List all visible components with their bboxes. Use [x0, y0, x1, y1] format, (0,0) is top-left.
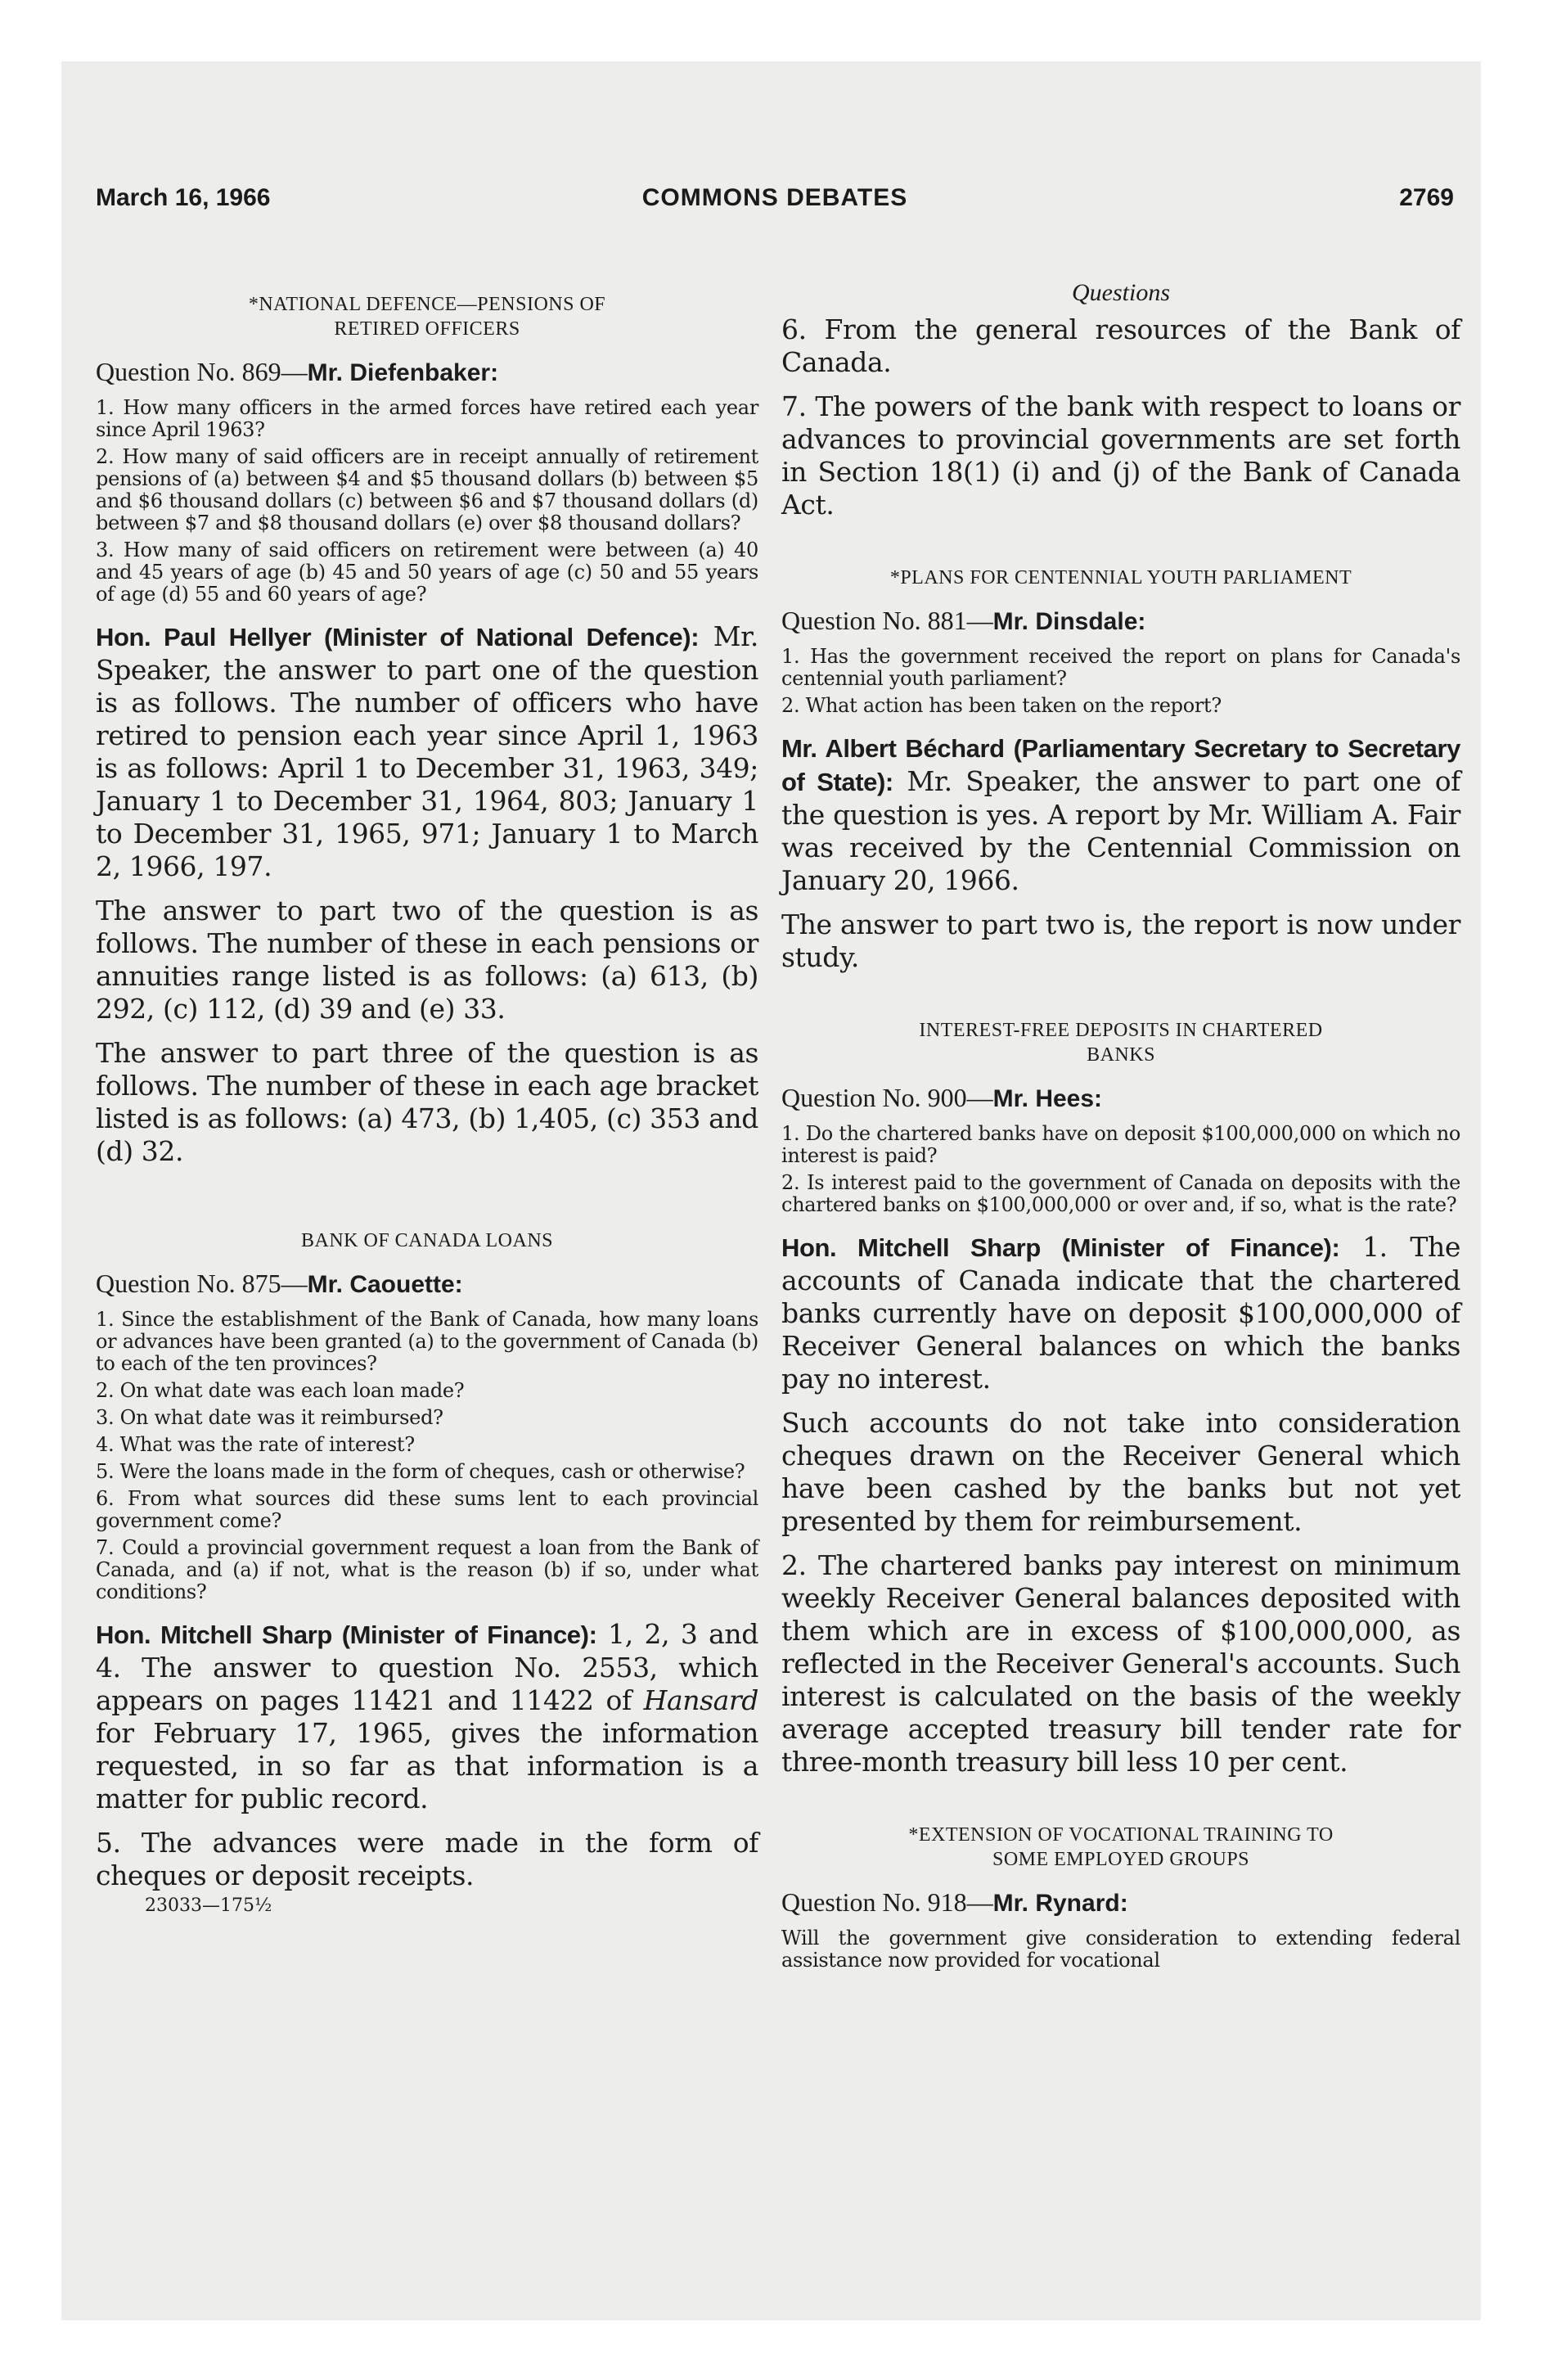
answer-paragraph: Such accounts do not take into consideration cheques drawn on the Receiver General which have been cashed by the banks but not yet presented by them for reimbursement.	[781, 1407, 1460, 1537]
question-line-q881: Question No. 881—Mr. Dinsdale:	[781, 606, 1146, 635]
question-item: 7. Could a provincial government request a loan from the Bank of Canada, and (a) if not, what is the reason (b) if so, under what conditions?	[96, 1536, 758, 1603]
question-item: 1. Do the chartered banks have on deposit $100,000,000 on which no interest is paid?	[781, 1122, 1460, 1167]
answer-paragraph: 2. The chartered banks pay interest on minimum weekly Receiver General balances deposited with them which are in excess of $100,000,000, as reflected in the Receiver General's accounts. Such interest is calculated on the basis of the weekly average accepted treasury bill tender rate for three-month treasury bill less 10 per cent.	[781, 1549, 1460, 1778]
question-item: 6. From what sources did these sums lent to each provincial government come?	[96, 1487, 758, 1532]
question-item: 4. What was the rate of interest?	[96, 1433, 415, 1456]
question-item: 1. Since the establishment of the Bank of Canada, how many loans or advances have been granted (a) to the government of Canada (b) to each of the ten provinces?	[96, 1308, 758, 1375]
continued-item: 6. From the general resources of the Bank of Canada.	[781, 313, 1460, 378]
answer-paragraph: 5. The advances were made in the form of cheques or deposit receipts.	[96, 1827, 758, 1891]
question-item: 5. Were the loans made in the form of cheques, cash or otherwise?	[96, 1460, 745, 1483]
page-footnote: 23033—175½	[145, 1895, 272, 1916]
section-heading-q918: *EXTENSION OF VOCATIONAL TRAINING TO SOME EMPLOYED GROUPS	[908, 1824, 1334, 1870]
question-item: 3. How many of said officers on retirement were between (a) 40 and 45 years of age (b) 45 and 50 years of age (c) 50 and 55 years of age (d) 55 and 60 years of age?	[96, 539, 758, 606]
question-item: 2. What action has been taken on the report?	[781, 694, 1222, 717]
answer-paragraph: The answer to part two of the question is as follows. The number of these in each pensions or annuities range listed is as follows: (a) 613, (b) 292, (c) 112, (d) 39 and (e) 33.	[96, 895, 758, 1025]
section-heading-q875: BANK OF CANADA LOANS	[300, 1230, 554, 1251]
section-heading-q900: INTEREST-FREE DEPOSITS IN CHARTERED BANKS	[919, 1020, 1323, 1066]
header-title: COMMONS DEBATES	[641, 184, 908, 211]
question-line-q918: Question No. 918—Mr. Rynard:	[781, 1887, 1128, 1917]
section-heading-q881: *PLANS FOR CENTENNIAL YOUTH PARLIAMENT	[889, 567, 1352, 588]
answer-paragraph-q881: Mr. Albert Béchard (Parliamentary Secretary to Secretary of State): Mr. Speaker, the answer to part one of the question is yes. A report by Mr. William A. Fair was received by the Centennial Commission on January 20, 1966.	[781, 734, 1460, 896]
answer-speaker: Mr. Albert Béchard (Parliamentary Secretary to Secretary of State):	[781, 734, 1460, 796]
header-page-number: 2769	[1399, 184, 1454, 211]
section-heading-q869: *NATIONAL DEFENCE—PENSIONS OF RETIRED OFFICERS	[248, 294, 606, 340]
left-column	[96, 282, 758, 1916]
answer-paragraph-q875: Hon. Mitchell Sharp (Minister of Finance): 1, 2, 3 and 4. The answer to question No. 2553, which appears on pages 11421 and 11422 of Hansard for February 17, 1965, gives the information requested, in so far as that information is a matter for public record.	[96, 1618, 758, 1814]
question-item: 1. How many officers in the armed forces have retired each year since April 1963?	[96, 396, 758, 441]
answer-speaker: Hon. Mitchell Sharp (Minister of Finance):	[96, 1620, 597, 1649]
right-column	[781, 281, 1460, 1977]
continued-item: 7. The powers of the bank with respect to loans or advances to provincial governments are set forth in Section 18(1) (i) and (j) of the Bank of Canada Act.	[781, 390, 1460, 521]
answer-speaker: Hon. Mitchell Sharp (Minister of Finance):	[781, 1233, 1340, 1262]
question-item: 2. Is interest paid to the government of Canada on deposits with the chartered banks on $100,000,000 or over and, if so, what is the rate?	[781, 1171, 1460, 1216]
question-item: 3. On what date was it reimbursed?	[96, 1406, 443, 1429]
question-line-q875: Question No. 875—Mr. Caouette:	[96, 1269, 463, 1298]
question-item: 1. Has the government received the report on plans for Canada's centennial youth parliament?	[781, 645, 1460, 690]
answer-paragraph-q869: Hon. Paul Hellyer (Minister of National Defence): Mr. Speaker, the answer to part one of the question is as follows. The number of officers who have retired to pension each year since April 1, 1963 is as follows: April 1 to December 31, 1963, 349; January 1 to December 31, 1964, 803; January 1 to December 31, 1965, 971; January 1 to March 2, 1966, 197.	[96, 620, 758, 882]
question-line-q900: Question No. 900—Mr. Hees:	[781, 1083, 1103, 1112]
running-head: Questions	[1072, 279, 1170, 306]
answer-paragraph: The answer to part two is, the report is now under study.	[781, 908, 1460, 973]
answer-paragraph: The answer to part three of the question is as follows. The number of these in each age bracket listed is as follows: (a) 473, (b) 1,405, (c) 353 and (d) 32.	[96, 1037, 758, 1167]
page-scan	[61, 61, 1481, 2320]
answer-speaker: Hon. Paul Hellyer (Minister of National Defence):	[96, 623, 700, 651]
question-item: 2. How many of said officers are in receipt annually of retirement pensions of (a) between $4 and $5 thousand dollars (b) between $5 and $6 thousand dollars (c) between $6 and $7 thousand dollars (d) between $7 and $8 thousand dollars (e) over $8 thousand dollars?	[96, 445, 758, 534]
page-header	[96, 184, 1454, 230]
question-item: Will the government give consideration to extending federal assistance now provided for vocational	[781, 1927, 1460, 1972]
answer-paragraph-q900: Hon. Mitchell Sharp (Minister of Finance): 1. The accounts of Canada indicate that the chartered banks currently have on deposit $100,000,000 of Receiver General balances on which the banks pay no interest.	[781, 1231, 1460, 1395]
question-item: 2. On what date was each loan made?	[96, 1379, 465, 1402]
question-line-q869: Question No. 869—Mr. Diefenbaker:	[96, 357, 499, 386]
header-date: March 16, 1966	[96, 184, 271, 211]
